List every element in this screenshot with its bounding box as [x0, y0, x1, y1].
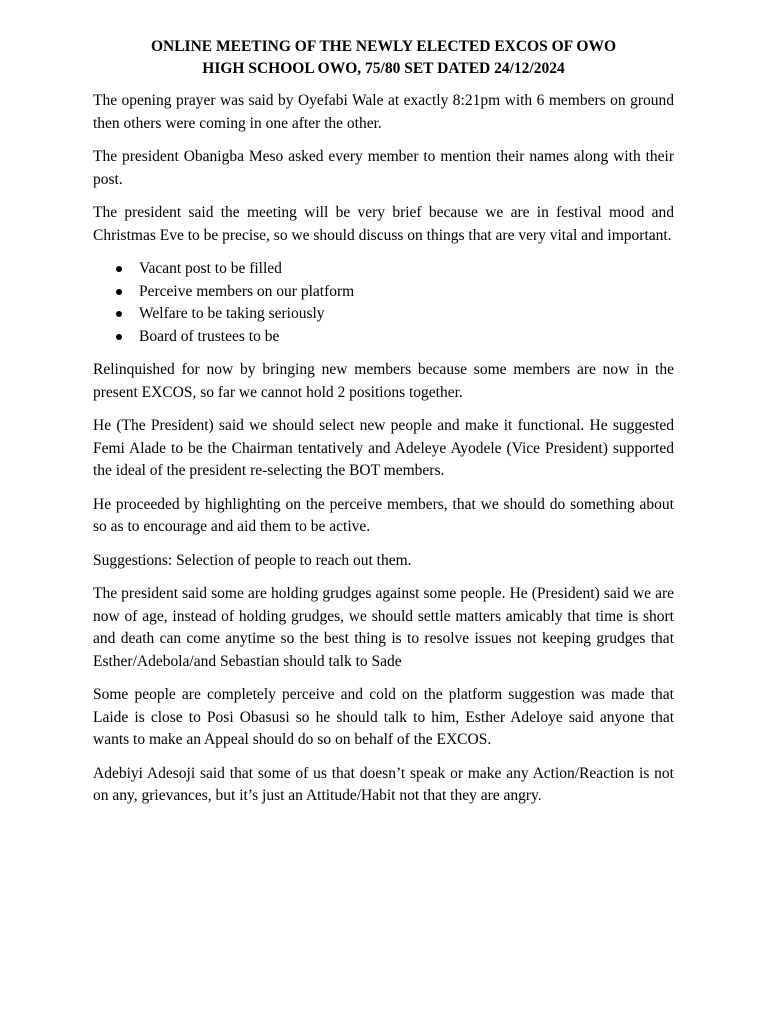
- agenda-item-text: Board of trustees to be: [139, 327, 280, 345]
- bullet-icon: [116, 311, 122, 317]
- agenda-item: [93, 303, 674, 326]
- agenda-item-text: Vacant post to be filled: [139, 260, 282, 277]
- paragraph-opening-prayer: The opening prayer was said by Oyefabi Wale at exactly 8:21pm with 6 members on ground then others were coming in one after the other.: [93, 92, 674, 132]
- bullet-icon: [116, 289, 122, 295]
- bullet-icon: [116, 266, 122, 272]
- document-title: [85, 36, 682, 80]
- bullet-icon: [116, 334, 122, 340]
- paragraph-cold-members: Some people are completely perceive and cold on the platform suggestion was made that Laide is close to Posi Obasusi so he should talk to him, Esther Adeloye said anyone that wants to make an Appeal should do so on behalf of the EXCOS.: [93, 686, 674, 748]
- paragraph-perceive-members: He proceeded by highlighting on the perceive members, that we should do something about so as to encourage and aid them to be active.: [93, 495, 674, 535]
- paragraph-grudges: The president said some are holding grudges against some people. He (President) said we are now of age, instead of holding grudges, we should settle matters amicably that time is short and death can come anytime so the best thing is to resolve issues not keeping grudges that Esther/Adebola/and Sebastian should talk to Sade: [93, 585, 674, 670]
- paragraph-relinquished: Relinquished for now by bringing new members because some members are now in the present EXCOS, so far we cannot hold 2 positions together.: [93, 361, 674, 401]
- agenda-item-text: Welfare to be taking seriously: [139, 305, 325, 322]
- paragraph-new-people: He (The President) said we should select new people and make it functional. He suggested Femi Alade to be the Chairman tentatively and Adeleye Ayodele (Vice President) supported the ideal of the president re-selecting the BOT members.: [93, 417, 674, 479]
- document-page: [93, 36, 674, 819]
- title-line-2: HIGH SCHOOL OWO, 75/80 SET DATED 24/12/2024: [202, 60, 565, 77]
- paragraph-meeting-brief: The president said the meeting will be very brief because we are in festival mood and Christmas Eve to be precise, so we should discuss on things that are very vital and important.: [93, 204, 674, 244]
- agenda-item-text: Perceive members on our platform: [139, 282, 355, 300]
- agenda-item: [93, 326, 674, 349]
- agenda-item: [93, 258, 674, 281]
- paragraph-adebiyi: Adebiyi Adesoji said that some of us that doesn’t speak or make any Action/Reaction is not on any, grievances, but it’s just an Attitude/Habit not that they are angry.: [93, 764, 674, 804]
- agenda-item: [93, 281, 674, 304]
- paragraph-introductions: The president Obanigba Meso asked every member to mention their names along with their post.: [93, 148, 674, 188]
- agenda-list: [93, 258, 674, 348]
- paragraph-suggestions: Suggestions: Selection of people to reach out them.: [93, 551, 412, 569]
- title-line-1: ONLINE MEETING OF THE NEWLY ELECTED EXCOS OF OWO: [150, 38, 617, 55]
